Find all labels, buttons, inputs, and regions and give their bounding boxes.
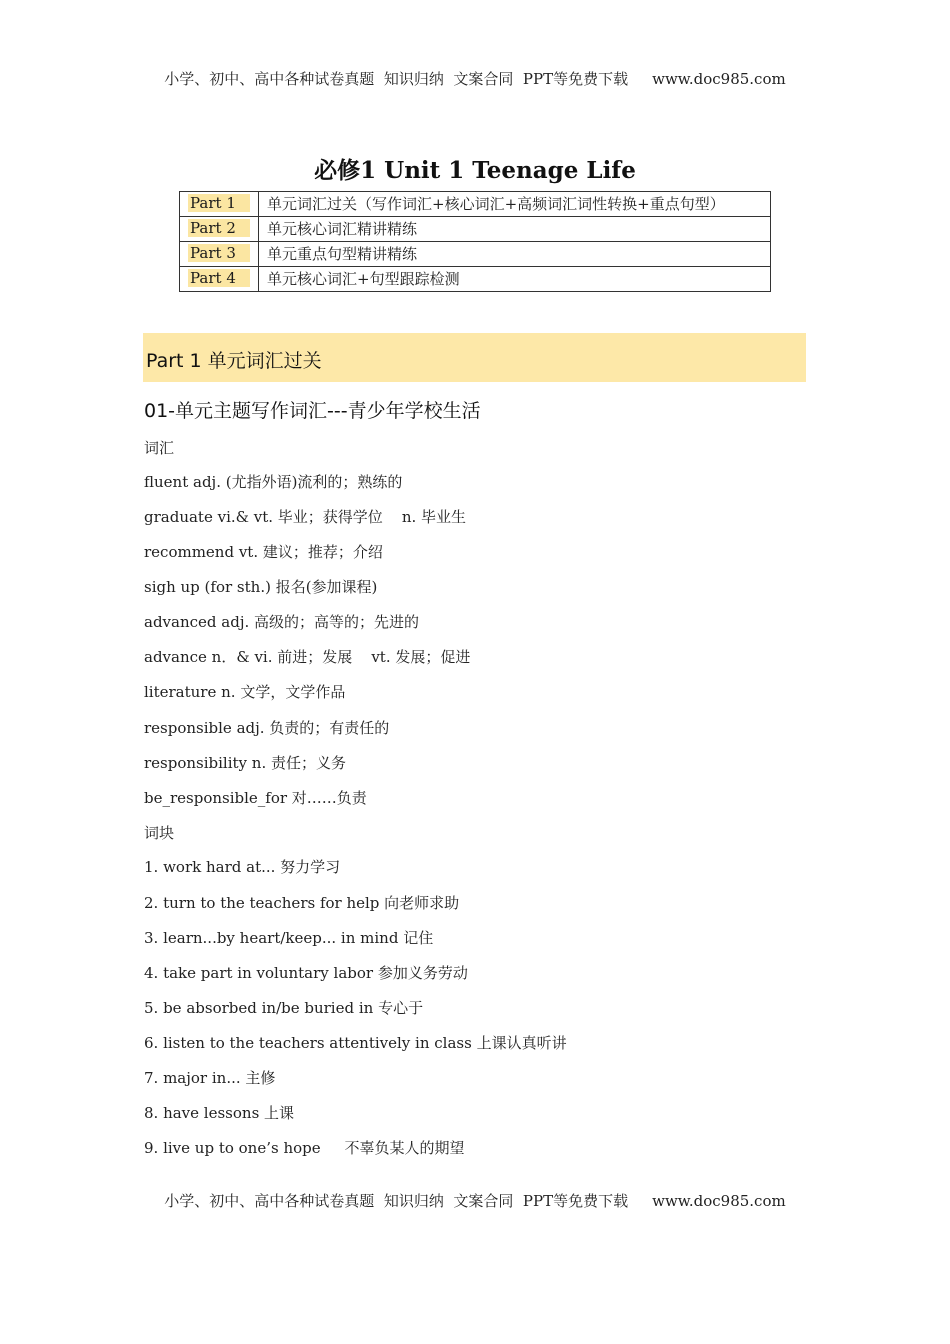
- vocab-item: fluent adj. (尤指外语)流利的；熟练的: [144, 473, 403, 491]
- part-description: 单元词汇过关（写作词汇+核心词汇+高频词汇词性转换+重点句型）: [259, 192, 771, 217]
- phrase-item: 3. learn...by heart/keep... in mind 记住: [144, 929, 434, 947]
- table-row: [180, 217, 771, 242]
- table-row: [180, 242, 771, 267]
- vocab-item: advance n．& vi. 前进；发展 vt. 发展；促进: [144, 648, 471, 666]
- footer-text: 小学、初中、高中各种试卷真题 知识归纳 文案合同 PPT等免费下载: [164, 1192, 629, 1210]
- header-url[interactable]: www.doc985.com: [652, 70, 786, 88]
- part-label: Part 1: [188, 194, 250, 212]
- phrase-item: 7. major in... 主修: [144, 1069, 276, 1087]
- part-description: 单元核心词汇精讲精练: [259, 217, 771, 242]
- parts-table: [179, 191, 771, 292]
- phrase-item: 8. have lessons 上课: [144, 1104, 295, 1122]
- part-label: Part 4: [188, 269, 250, 287]
- vocab-item: be_responsible_for 对……负责: [144, 789, 367, 807]
- part-label: Part 3: [188, 244, 250, 262]
- sub-heading: 01-单元主题写作词汇---青少年学校生活: [144, 400, 481, 422]
- header-text: 小学、初中、高中各种试卷真题 知识归纳 文案合同 PPT等免费下载: [164, 70, 629, 88]
- phrase-label: 词块: [144, 824, 175, 842]
- phrase-item: 1. work hard at... 努力学习: [144, 858, 341, 876]
- footer-url[interactable]: www.doc985.com: [652, 1192, 786, 1210]
- vocab-label: 词汇: [144, 439, 175, 457]
- table-row: [180, 267, 771, 292]
- vocab-item: recommend vt. 建议；推荐；介绍: [144, 543, 383, 561]
- vocab-item: advanced adj. 高级的；高等的；先进的: [144, 613, 420, 631]
- part-description: 单元重点句型精讲精练: [259, 242, 771, 267]
- part-label: Part 2: [188, 219, 250, 237]
- table-row: [180, 192, 771, 217]
- part-description: 单元核心词汇+句型跟踪检测: [259, 267, 771, 292]
- page-footer: [0, 1190, 950, 1211]
- vocab-item: graduate vi.& vt. 毕业；获得学位 n. 毕业生: [144, 508, 467, 526]
- section-banner: [143, 333, 806, 382]
- vocab-item: literature n. 文学，文学作品: [144, 683, 346, 701]
- phrase-item: 4. take part in voluntary labor 参加义务劳动: [144, 964, 468, 982]
- document-title: 必修1 Unit 1 Teenage Life: [314, 157, 636, 184]
- vocab-item: responsibility n. 责任；义务: [144, 754, 346, 772]
- section-banner-text: Part 1 单元词汇过关: [146, 350, 322, 372]
- phrase-item: 9. live up to one’s hope 不辜负某人的期望: [144, 1139, 465, 1157]
- vocab-item: sigh up (for sth.) 报名(参加课程): [144, 578, 378, 596]
- phrase-item: 2. turn to the teachers for help 向老师求助: [144, 894, 460, 912]
- page-header: [0, 68, 950, 89]
- vocab-item: responsible adj. 负责的；有责任的: [144, 719, 390, 737]
- phrase-item: 6. listen to the teachers attentively in class 上课认真听讲: [144, 1034, 567, 1052]
- phrase-item: 5. be absorbed in/be buried in 专心于: [144, 999, 424, 1017]
